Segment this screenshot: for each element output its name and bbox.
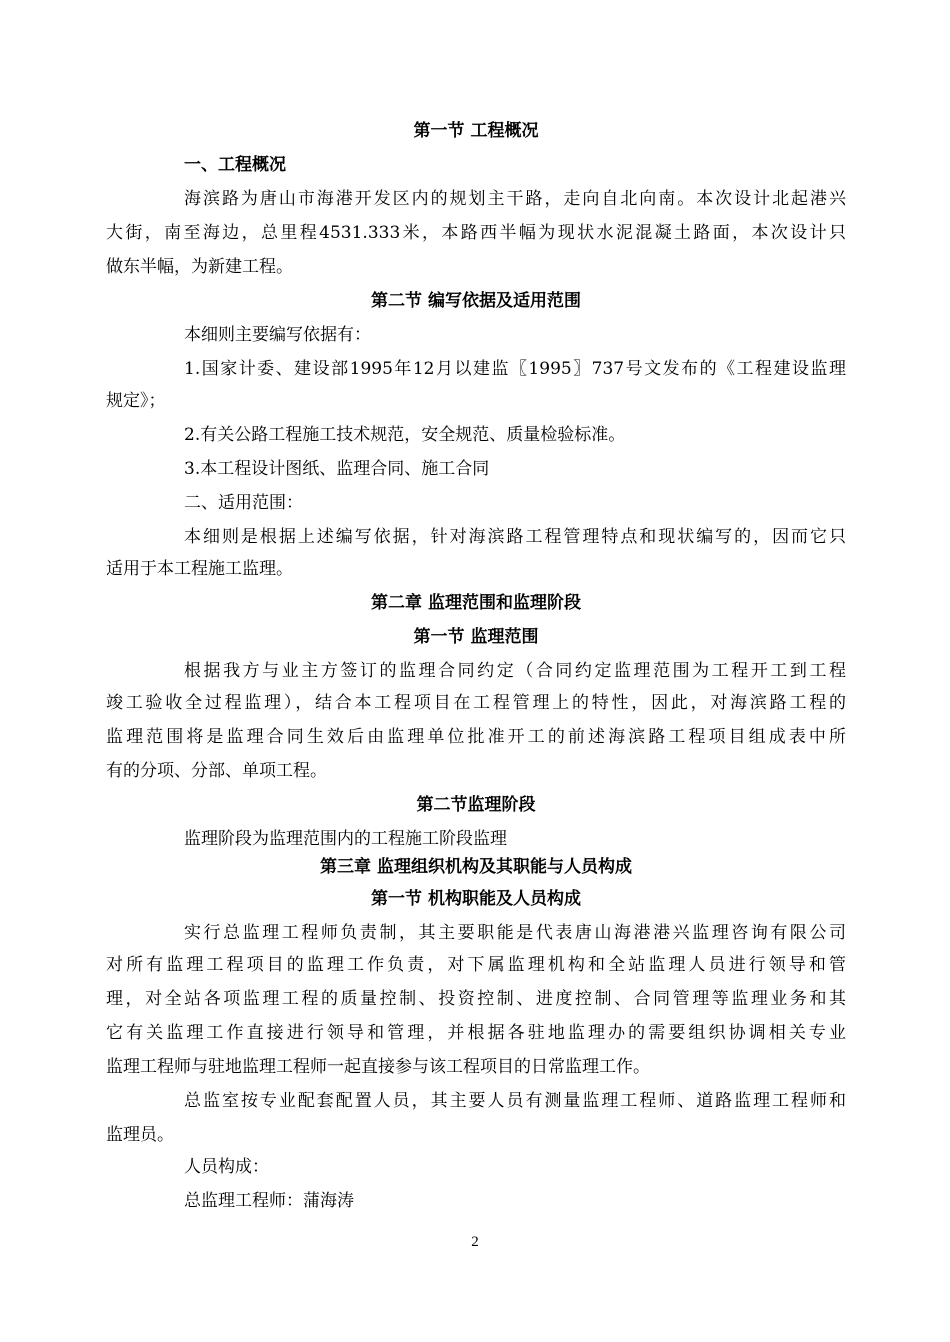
paragraph-line: 二、适用范围： xyxy=(184,493,303,513)
section-heading: 第二节 编写依据及适用范围 xyxy=(371,291,581,311)
paragraph-line: 3.本工程设计图纸、监理合同、施工合同 xyxy=(184,459,490,479)
paragraph-line: 监理范围将是监理合同生效后由监理单位批准开工的前述海滨路工程项目组成表中所 xyxy=(106,727,846,747)
paragraph-line: 有的分项、分部、单项工程。 xyxy=(106,761,327,781)
paragraph-line: 海滨路为唐山市海港开发区内的规划主干路，走向自北向南。本次设计北起港兴 xyxy=(184,189,846,209)
paragraph-line: 总监理工程师：蒲海涛 xyxy=(184,1191,354,1211)
paragraph-line: 本细则主要编写依据有： xyxy=(184,325,371,345)
paragraph-line: 监理阶段为监理范围内的工程施工阶段监理 xyxy=(184,829,507,849)
paragraph-line: 竣工验收全过程监理），结合本工程项目在工程管理上的特性，因此，对海滨路工程的 xyxy=(106,693,846,713)
paragraph-line: 做东半幅，为新建工程。 xyxy=(106,257,293,277)
section-heading: 第一节 工程概况 xyxy=(413,121,539,141)
paragraph-line: 1.国家计委、建设部1995年12月以建监〖1995〗737号文发布的《工程建设监理 xyxy=(184,359,846,379)
section-heading: 第一节 监理范围 xyxy=(413,627,539,647)
paragraph-line: 它有关监理工作直接进行领导和管理，并根据各驻地监理办的需要组织协调相关专业 xyxy=(106,1023,846,1043)
paragraph-line: 适用于本工程施工监理。 xyxy=(106,559,293,579)
section-heading: 第二节监理阶段 xyxy=(416,795,536,815)
paragraph-line: 本细则是根据上述编写依据，针对海滨路工程管理特点和现状编写的，因而它只 xyxy=(184,527,846,547)
paragraph-line: 总监室按专业配套配置人员，其主要人员有测量监理工程师、道路监理工程师和 xyxy=(184,1091,846,1111)
paragraph-line: 对所有监理工程项目的监理工作负责，对下属监理机构和全站监理人员进行领导和管 xyxy=(106,955,846,975)
paragraph-line: 监理工程师与驻地监理工程师一起直接参与该工程项目的日常监理工作。 xyxy=(106,1057,650,1077)
section-heading: 第三章 监理组织机构及其职能与人员构成 xyxy=(320,857,632,877)
paragraph-line: 实行总监理工程师负责制，其主要职能是代表唐山海港港兴监理咨询有限公司 xyxy=(184,923,846,943)
page-number: 2 xyxy=(471,1234,479,1250)
subsection-heading: 一、工程概况 xyxy=(184,155,286,175)
section-heading: 第一节 机构职能及人员构成 xyxy=(371,889,581,909)
paragraph-line: 大街，南至海边，总里程4531.333米，本路西半幅为现状水泥混凝土路面，本次设计只 xyxy=(106,223,846,243)
paragraph-line: 理，对全站各项监理工程的质量控制、投资控制、进度控制、合同管理等监理业务和其 xyxy=(106,989,846,1009)
paragraph-line: 根据我方与业主方签订的监理合同约定（合同约定监理范围为工程开工到工程 xyxy=(184,661,846,681)
paragraph-line: 人员构成： xyxy=(184,1157,269,1177)
section-heading: 第二章 监理范围和监理阶段 xyxy=(371,593,581,613)
paragraph-line: 监理员。 xyxy=(106,1125,174,1145)
paragraph-line: 2.有关公路工程施工技术规范，安全规范、质量检验标准。 xyxy=(184,425,626,445)
paragraph-line: 规定》； xyxy=(106,391,166,411)
